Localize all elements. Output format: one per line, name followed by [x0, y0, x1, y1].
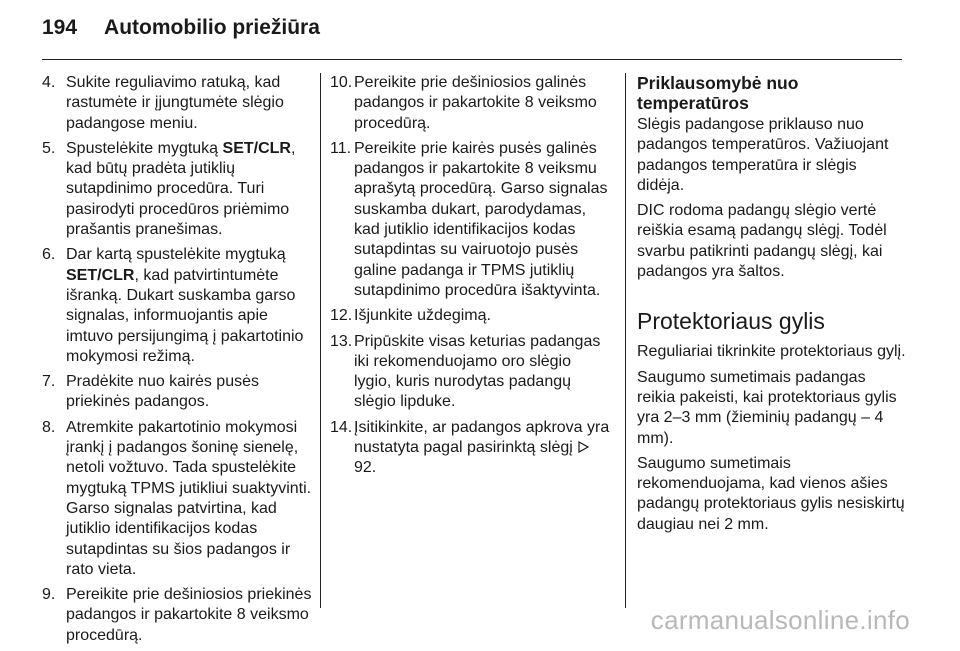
section-heading-tread-depth: Protektoriaus gylis [637, 308, 825, 335]
step-text-post: , kad patvirtintumėte išranką. Dukart suskamba garso signalas, informuojantis apie imtuvo persijungimą į pakartotinio mokymosi režimą. [66, 266, 304, 365]
step-text-pre: Įsitikinkite, ar padangos apkrova yra nustatyta pagal pasirinktą slėgį [354, 418, 610, 457]
step-8 [42, 418, 312, 580]
step-number: 5. [42, 139, 56, 157]
column-divider [320, 73, 321, 608]
step-number: 12. [330, 307, 353, 325]
column-1 [42, 73, 312, 651]
page-number: 194 [42, 16, 78, 39]
step-text-post: , kad būtų pradėta jutiklių sutapdinimo procedūra. Turi pasirodyti procedūros priėmimo prašantis pranešimas. [66, 139, 296, 239]
step-number: 9. [42, 586, 56, 604]
column-divider [625, 73, 626, 608]
paragraph: Saugumo sumetimais padangas reikia pakeisti, kai protektoriaus gylis yra 2–3 mm (žieminių padangų – 4 mm). [637, 368, 897, 447]
step-9 [42, 585, 312, 646]
step-number: 10. [330, 74, 353, 91]
step-number: 13. [330, 332, 353, 350]
step-text: Pradėkite nuo kairės pusės priekinės padangos. [66, 373, 259, 411]
step-text [354, 418, 610, 479]
page-reference-number: 92. [354, 459, 377, 477]
step-number: 6. [42, 246, 56, 264]
page-header [42, 16, 900, 52]
step-12 [330, 306, 610, 326]
step-text: Pereikite prie kairės pusės galinės padangos ir pakartokite 8 veiksmu aprašytą procedūrą. Garso signalas suskamba dukart, parodydamas, kad jutiklio identifikacijos kodas sutapdintas su vairuotojo pusės galine padanga ir TPMS jutiklių sutapdinimo procedūra išaktyvinta. [354, 139, 608, 299]
paragraph: Saugumo sumetimais rekomenduojama, kad vienos ašies padangų protektoriaus gylis nesiskirtų daugiau nei 2 mm. [637, 454, 905, 533]
watermark: carmanualsonline.info [650, 605, 910, 635]
step-5 [42, 139, 312, 240]
step-text: Pereikite prie dešiniosios priekinės padangos ir pakartokite 8 veiksmo procedūrą. [66, 586, 312, 644]
step-number: 11. [330, 139, 352, 157]
step-text: Pereikite prie dešiniosios galinės padangos ir pakartokite 8 veiksmo procedūrą. [354, 74, 597, 132]
step-11 [330, 139, 610, 301]
paragraph: DIC rodoma padangų slėgio vertė reiškia esamą padangų slėgį. Todėl svarbu patikrinti padangų slėgį, kai padangos yra šaltos. [637, 202, 887, 281]
step-text-pre: Dar kartą spustelėkite mygtuką [66, 246, 286, 264]
column-3 [637, 73, 907, 540]
step-text: Sukite reguliavimo ratuką, kad rastumėte ir įjungtumėte slėgio padangose meniu. [66, 74, 284, 132]
step-number: 4. [42, 74, 56, 91]
step-number: 8. [42, 418, 56, 436]
column-2 [330, 73, 610, 484]
paragraph: Slėgis padangose priklauso nuo padangos temperatūros. Važiuojant padangos temperatūra ir slėgis didėja. [637, 116, 889, 194]
step-14 [330, 418, 610, 479]
step-7 [42, 372, 312, 413]
paragraph: Reguliariai tikrinkite protektoriaus gylį. [637, 343, 906, 361]
step-number: 14. [330, 418, 353, 436]
step-10 [330, 73, 610, 134]
triangle-arrow-icon [577, 441, 589, 453]
step-text: Pripūskite visas keturias padangas iki rekomenduojamo oro slėgio lygio, kuris nurodytas padangų slėgio lipduke. [354, 332, 601, 411]
step-text [66, 245, 312, 367]
page-title: Automobilio priežiūra [104, 16, 320, 39]
header-rule [42, 59, 902, 60]
step-text: Išjunkite uždegimą. [354, 307, 491, 325]
step-number: 7. [42, 373, 56, 391]
step-text-pre: Spustelėkite mygtuką [66, 139, 223, 157]
section-heading-temperature: Priklausomybė nuo temperatūros [637, 73, 799, 113]
button-label-set-clr: SET/CLR [222, 139, 291, 157]
step-text [66, 139, 312, 240]
button-label-set-clr: SET/CLR [66, 266, 135, 284]
step-text: Atremkite pakartotinio mokymosi įrankį į padangos šoninę sienelę, netoli vožtuvo. Tada spustelėkite mygtuką TPMS jutikliui suaktyvinti. Garso signalas patvirtina, kad jutiklio identifikacijos kodas sutapdintas su šios padangos ir rato vieta. [66, 418, 312, 578]
step-6 [42, 245, 312, 367]
step-13 [330, 332, 610, 413]
step-4 [42, 73, 312, 134]
